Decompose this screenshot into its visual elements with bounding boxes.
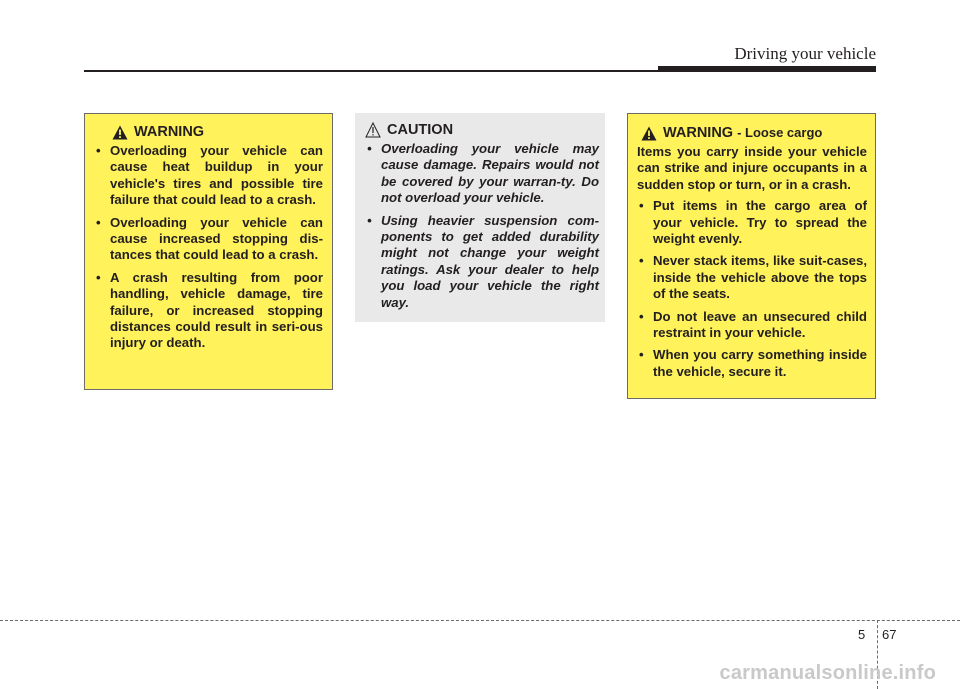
warning-title-text: WARNING — [663, 125, 734, 141]
list-item: • When you carry something inside the vehicle, secure it. — [637, 347, 867, 380]
warning-triangle-icon — [641, 126, 657, 141]
header-rule-accent — [658, 66, 876, 72]
page-number: 67 — [882, 627, 897, 642]
caution-triangle-icon — [365, 122, 381, 138]
list-item: • Never stack items, like suit-cases, inside the vehicle above the tops of the seats. — [637, 253, 867, 302]
list-item: • Overloading your vehicle may cause damage. Repairs would not be covered by your warran-ty. Do not overload your vehicle. — [365, 141, 599, 207]
list-item: • Using heavier suspension com-ponents to get added durability might not change your weight ratings. Ask your dealer to help you load your vehicle the right way. — [365, 213, 599, 311]
warning-title — [102, 123, 323, 141]
warning-subtitle: - Loose cargo — [737, 125, 823, 140]
warning-box-overloading — [84, 113, 333, 390]
watermark: carmanualsonline.info — [719, 662, 936, 684]
list-item: • Put items in the cargo area of your vehicle. Try to spread the weight evenly. — [637, 198, 867, 247]
warning-intro: Items you carry inside your vehicle can strike and injure occupants in a sudden stop or turn, or in a crash. — [637, 144, 867, 192]
warning-box-loose-cargo — [627, 113, 876, 399]
list-item: • Overloading your vehicle can cause heat buildup in your vehicle's tires and possible tire failure that could lead to a crash. — [94, 143, 323, 209]
list-item: • Overloading your vehicle can cause increased stopping dis-tances that could lead to a crash. — [94, 215, 323, 264]
warning-list — [102, 143, 323, 352]
list-item: • A crash resulting from poor handling, vehicle damage, tire failure, or increased stopping distances could result in seri-ous injury or death. — [94, 270, 323, 352]
warning-list — [637, 198, 867, 380]
warning-triangle-icon — [112, 125, 128, 140]
list-item: • Do not leave an unsecured child restraint in your vehicle. — [637, 309, 867, 342]
caution-box — [355, 113, 605, 322]
warning-title-text: WARNING — [134, 124, 205, 140]
caution-title-text: CAUTION — [387, 122, 454, 138]
footer-rule — [0, 620, 960, 621]
section-number: 5 — [858, 627, 866, 642]
warning-title — [637, 124, 867, 142]
page-section-title: Driving your vehicle — [734, 44, 876, 63]
header-rule — [84, 70, 660, 72]
caution-title — [365, 121, 599, 139]
caution-list — [365, 141, 599, 311]
